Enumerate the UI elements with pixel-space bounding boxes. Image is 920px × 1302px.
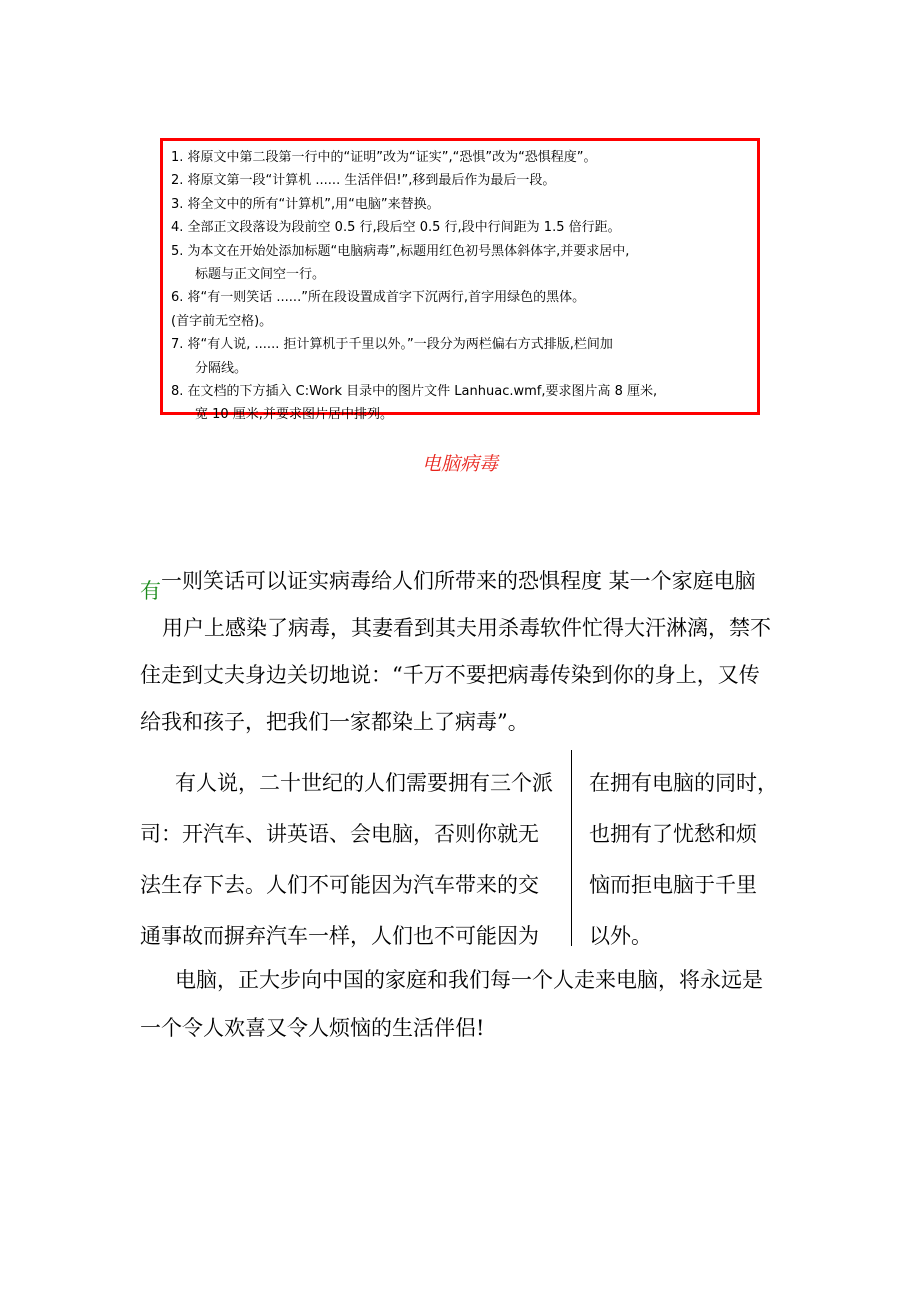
task-instructions-box <box>160 138 760 423</box>
drop-cap: 有 <box>140 579 161 603</box>
paragraph-line: 用户上感染了病毒，其妻看到其夫用杀毒软件忙得大汗淋漓，禁不 <box>162 616 771 640</box>
task-line: 2. 将原文第一段“计算机 ...... 生活伴侣!”,移到最后作为最后一段。 <box>171 173 556 189</box>
task-line: 7. 将“有人说, ...... 拒计算机于千里以外。”一段分为两栏偏右方式排版,栏间加 <box>171 337 613 353</box>
column-left <box>140 758 560 962</box>
task-line: 标题与正文间空一行。 <box>195 266 326 282</box>
paragraph-joke <box>140 558 790 746</box>
task-line: 宽 10 厘米,并要求图片居中排列。 <box>195 407 393 423</box>
column-right <box>589 758 789 962</box>
column-line: 恼而拒电脑于千里 <box>589 873 757 897</box>
paragraph-closing <box>140 956 800 1052</box>
paragraph-line: 住走到丈夫身边关切地说：“千万不要把病毒传染到你的身上，又传 <box>140 663 760 687</box>
task-line: 3. 将全文中的所有“计算机”,用“电脑”来替换。 <box>171 196 440 212</box>
task-line: 分隔线。 <box>195 360 248 376</box>
paragraph-text: 一则笑话可以证实病毒给人们所带来的恐惧程度 某一个家庭电脑 <box>161 569 756 593</box>
paragraph-line: 一个令人欢喜又令人烦恼的生活伴侣! <box>140 1016 485 1040</box>
column-line: 也拥有了忧愁和烦 <box>589 822 757 846</box>
paragraph-line <box>140 558 790 605</box>
task-line: 8. 在文档的下方插入 C:Work 目录中的图片文件 Lanhuac.wmf,要求图片高 8 厘米, <box>171 383 658 399</box>
column-divider <box>571 750 572 946</box>
task-line: 6. 将“有一则笑话 ......”所在段设置成首字下沉两行,首字用绿色的黑体。 <box>171 290 586 306</box>
column-line: 司：开汽车、讲英语、会电脑，否则你就无 <box>140 822 539 846</box>
document-title: 电脑病毒 <box>421 453 498 475</box>
paragraph-line: 给我和孩子，把我们一家都染上了病毒”。 <box>140 710 529 734</box>
task-line: (首字前无空格)。 <box>171 313 273 329</box>
column-line: 法生存下去。人们不可能因为汽车带来的交 <box>140 873 539 897</box>
task-line: 4. 全部正文段落设为段前空 0.5 行,段后空 0.5 行,段中行间距为 1.5 倍行距。 <box>171 220 621 236</box>
task-line: 5. 为本文在开始处添加标题“电脑病毒”,标题用红色初号黑体斜体字,并要求居中, <box>171 243 630 259</box>
paragraph-line: 电脑，正大步向中国的家庭和我们每一个人走来电脑，将永远是 <box>175 968 763 992</box>
column-line: 以外。 <box>589 924 652 948</box>
column-line: 在拥有电脑的同时， <box>589 771 778 795</box>
column-line: 通事故而摒弃汽车一样，人们也不可能因为 <box>140 924 539 948</box>
task-line: 1. 将原文中第二段第一行中的“证明”改为“证实”,“恐惧”改为“恐惧程度”。 <box>171 150 597 165</box>
column-line: 有人说，二十世纪的人们需要拥有三个派 <box>175 771 553 795</box>
